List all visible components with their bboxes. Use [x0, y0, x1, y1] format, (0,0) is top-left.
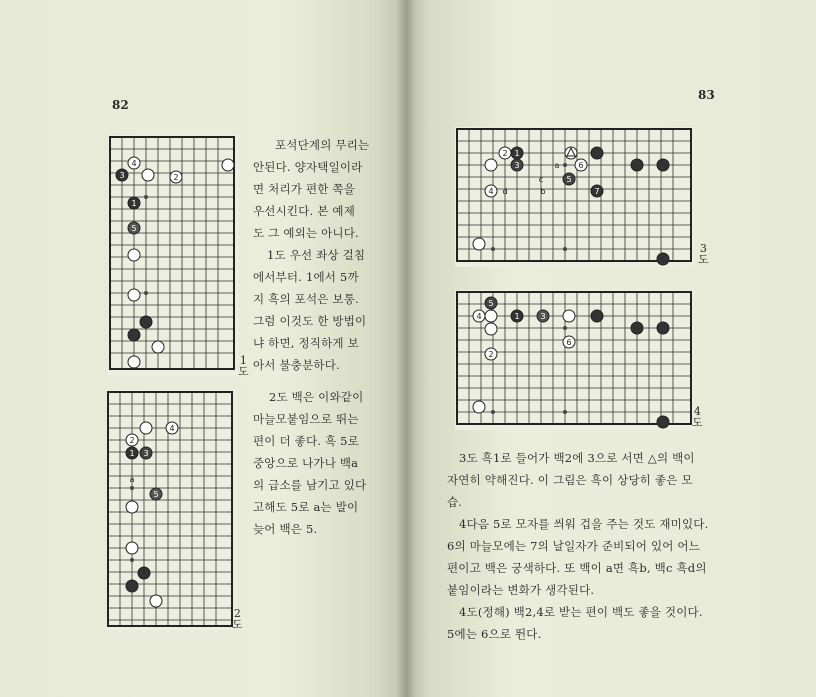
svg-text:3: 3 [143, 449, 149, 458]
text-line: 1도 우선 좌상 걸침 [267, 248, 366, 262]
diagram-4-caption-number: 4 [693, 405, 701, 418]
right-paragraph-2 [447, 513, 708, 601]
svg-text:1: 1 [514, 149, 520, 158]
text-line: 4다음 5로 모자를 씌워 겁을 주는 것도 재미있다. [459, 517, 709, 531]
text-line: 6의 마늘모에는 7의 날일자가 준비되어 있어 어느 [447, 539, 701, 553]
svg-text:a: a [554, 161, 560, 170]
book-gutter [396, 0, 416, 697]
svg-text:5: 5 [488, 299, 494, 308]
svg-text:c: c [538, 175, 544, 184]
text-line: 의 급소를 남기고 있다 [253, 478, 367, 492]
svg-text:2: 2 [129, 436, 135, 445]
text-line: 그럼 이것도 한 방법이 [253, 314, 367, 328]
right-paragraph-3 [447, 601, 703, 645]
text-line: 지 흑의 포석은 보통. [253, 292, 359, 306]
text-line: 고해도 5로 a는 발이 [253, 500, 359, 514]
svg-text:3: 3 [119, 171, 125, 180]
text-line: 포석단계의 무리는 [275, 138, 370, 152]
svg-text:4: 4 [131, 159, 137, 168]
page-number-left: 82 [112, 98, 129, 112]
svg-text:3: 3 [514, 161, 520, 170]
diagram-4-caption-label: 도 [692, 416, 703, 429]
svg-text:4: 4 [488, 187, 494, 196]
svg-text:2: 2 [488, 350, 494, 359]
diagram-1-caption-number: 1 [239, 354, 247, 367]
diagram-1-caption [238, 355, 249, 377]
go-board-1 [108, 135, 238, 375]
go-diagram-1 [108, 135, 238, 375]
svg-text:6: 6 [566, 338, 572, 347]
svg-text:4: 4 [476, 312, 482, 321]
go-diagram-4 [455, 290, 695, 430]
svg-text:6: 6 [578, 161, 584, 170]
text-line: 습. [447, 495, 463, 509]
diagram-2-caption [232, 608, 243, 630]
text-line: 우선시킨다. 본 예제 [253, 204, 356, 218]
svg-text:1: 1 [129, 449, 135, 458]
svg-text:1: 1 [131, 199, 137, 208]
svg-text:b: b [540, 187, 546, 196]
text-line: 2도 백은 이와같이 [269, 390, 364, 404]
diagram-3-caption [698, 243, 709, 265]
text-line: 냐 하면, 정직하게 보 [253, 336, 359, 350]
text-line: 면 처리가 편한 쪽을 [253, 182, 356, 196]
go-diagram-2 [106, 390, 236, 630]
svg-text:5: 5 [131, 224, 137, 233]
go-board-4 [455, 290, 695, 430]
svg-text:d: d [502, 187, 508, 196]
text-line: 자연히 약해진다. 이 그림은 흑이 상당히 좋은 모 [447, 473, 693, 487]
diagram-2-caption-label: 도 [232, 618, 243, 631]
go-board-2 [106, 390, 236, 630]
svg-text:5: 5 [566, 175, 572, 184]
diagram-4-caption [692, 406, 703, 428]
diagram-3-caption-number: 3 [699, 242, 707, 255]
svg-text:1: 1 [514, 312, 520, 321]
svg-text:7: 7 [594, 187, 600, 196]
text-line: 편이고 백은 궁색하다. 또 백이 a면 흑b, 백c 흑d의 [447, 561, 707, 575]
svg-text:4: 4 [169, 424, 175, 433]
text-line: 편이 더 좋다. 흑 5로 [253, 434, 359, 448]
text-line: 도 그 예외는 아니다. [253, 226, 359, 240]
text-line: 에서부터. 1에서 5까 [253, 270, 359, 284]
diagram-2-caption-number: 2 [233, 607, 241, 620]
left-paragraph-2 [253, 244, 366, 376]
page-number-right: 83 [698, 88, 715, 102]
text-line: 붙임이라는 변화가 생각된다. [447, 583, 595, 597]
svg-text:2: 2 [173, 173, 179, 182]
left-paragraph-3 [253, 386, 366, 540]
text-line: 아서 불충분하다. [253, 358, 340, 372]
text-line: 3도 흑1로 들어가 백2에 3으로 서면 △의 백이 [459, 451, 695, 465]
diagram-1-caption-label: 도 [238, 365, 249, 378]
svg-text:3: 3 [540, 312, 546, 321]
text-line: 늦어 백은 5. [253, 522, 318, 536]
left-paragraph-1 [253, 134, 369, 244]
go-diagram-3 [455, 127, 695, 267]
text-line: 중앙으로 나가나 백a [253, 456, 359, 470]
text-line: 안된다. 양자택일이라 [253, 160, 363, 174]
go-board-3 [455, 127, 695, 267]
svg-text:a: a [129, 475, 135, 484]
svg-text:2: 2 [502, 149, 508, 158]
right-paragraph-1 [447, 447, 695, 513]
text-line: 5에는 6으로 뛴다. [447, 627, 542, 641]
svg-text:5: 5 [153, 490, 159, 499]
text-line: 4도(정해) 백2,4로 받는 편이 백도 좋을 것이다. [459, 605, 703, 619]
text-line: 마늘모붙임으로 뛰는 [253, 412, 359, 426]
diagram-3-caption-label: 도 [698, 253, 709, 266]
